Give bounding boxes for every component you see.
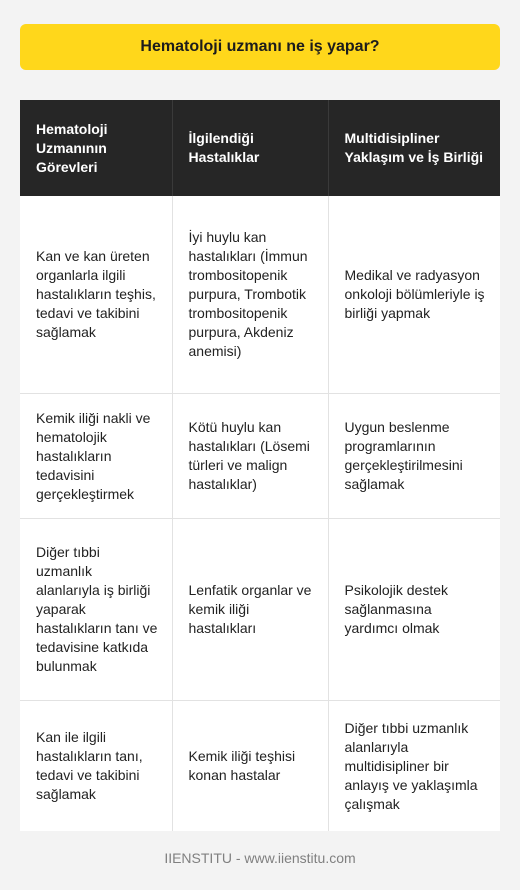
column-header-duties: Hematoloji Uzmanının Görevleri	[20, 100, 172, 196]
table-cell: Kötü huylu kan hastalıkları (Lösemi türleri ve malign hastalıklar)	[172, 394, 328, 519]
table-header-row	[20, 100, 500, 196]
table-cell: Uygun beslenme programlarının gerçekleştirilmesini sağlamak	[328, 394, 500, 519]
table-row	[20, 394, 500, 519]
page-title: Hematoloji uzmanı ne iş yapar?	[20, 24, 500, 70]
table-cell: İyi huylu kan hastalıkları (İmmun trombositopenik purpura, Trombotik trombositopenik purpura, Akdeniz anemisi)	[172, 196, 328, 394]
table-cell: Medikal ve radyasyon onkoloji bölümleriyle iş birliği yapmak	[328, 196, 500, 394]
table-row	[20, 196, 500, 394]
table-row	[20, 701, 500, 832]
info-table	[20, 100, 500, 831]
table-cell: Diğer tıbbi uzmanlık alanlarıyla iş birliği yaparak hastalıkların tanı ve tedavisine katkıda bulunmak	[20, 519, 172, 701]
table-cell: Lenfatik organlar ve kemik iliği hastalıkları	[172, 519, 328, 701]
footer-credit: IIENSTITU - www.iienstitu.com	[164, 850, 356, 866]
table-cell: Kemik iliği nakli ve hematolojik hastalıkların tedavisini gerçekleştirmek	[20, 394, 172, 519]
table-cell: Psikolojik destek sağlanmasına yardımcı olmak	[328, 519, 500, 701]
table-cell: Kan ile ilgili hastalıkların tanı, tedavi ve takibini sağlamak	[20, 701, 172, 832]
table-cell: Diğer tıbbi uzmanlık alanlarıyla multidisipliner bir anlayış ve yaklaşımla çalışmak	[328, 701, 500, 832]
table-cell: Kemik iliği teşhisi konan hastalar	[172, 701, 328, 832]
table-row	[20, 519, 500, 701]
column-header-diseases: İlgilendiği Hastalıklar	[172, 100, 328, 196]
column-header-collaboration: Multidisipliner Yaklaşım ve İş Birliği	[328, 100, 500, 196]
table-cell: Kan ve kan üreten organlarla ilgili hastalıkların teşhis, tedavi ve takibini sağlamak	[20, 196, 172, 394]
